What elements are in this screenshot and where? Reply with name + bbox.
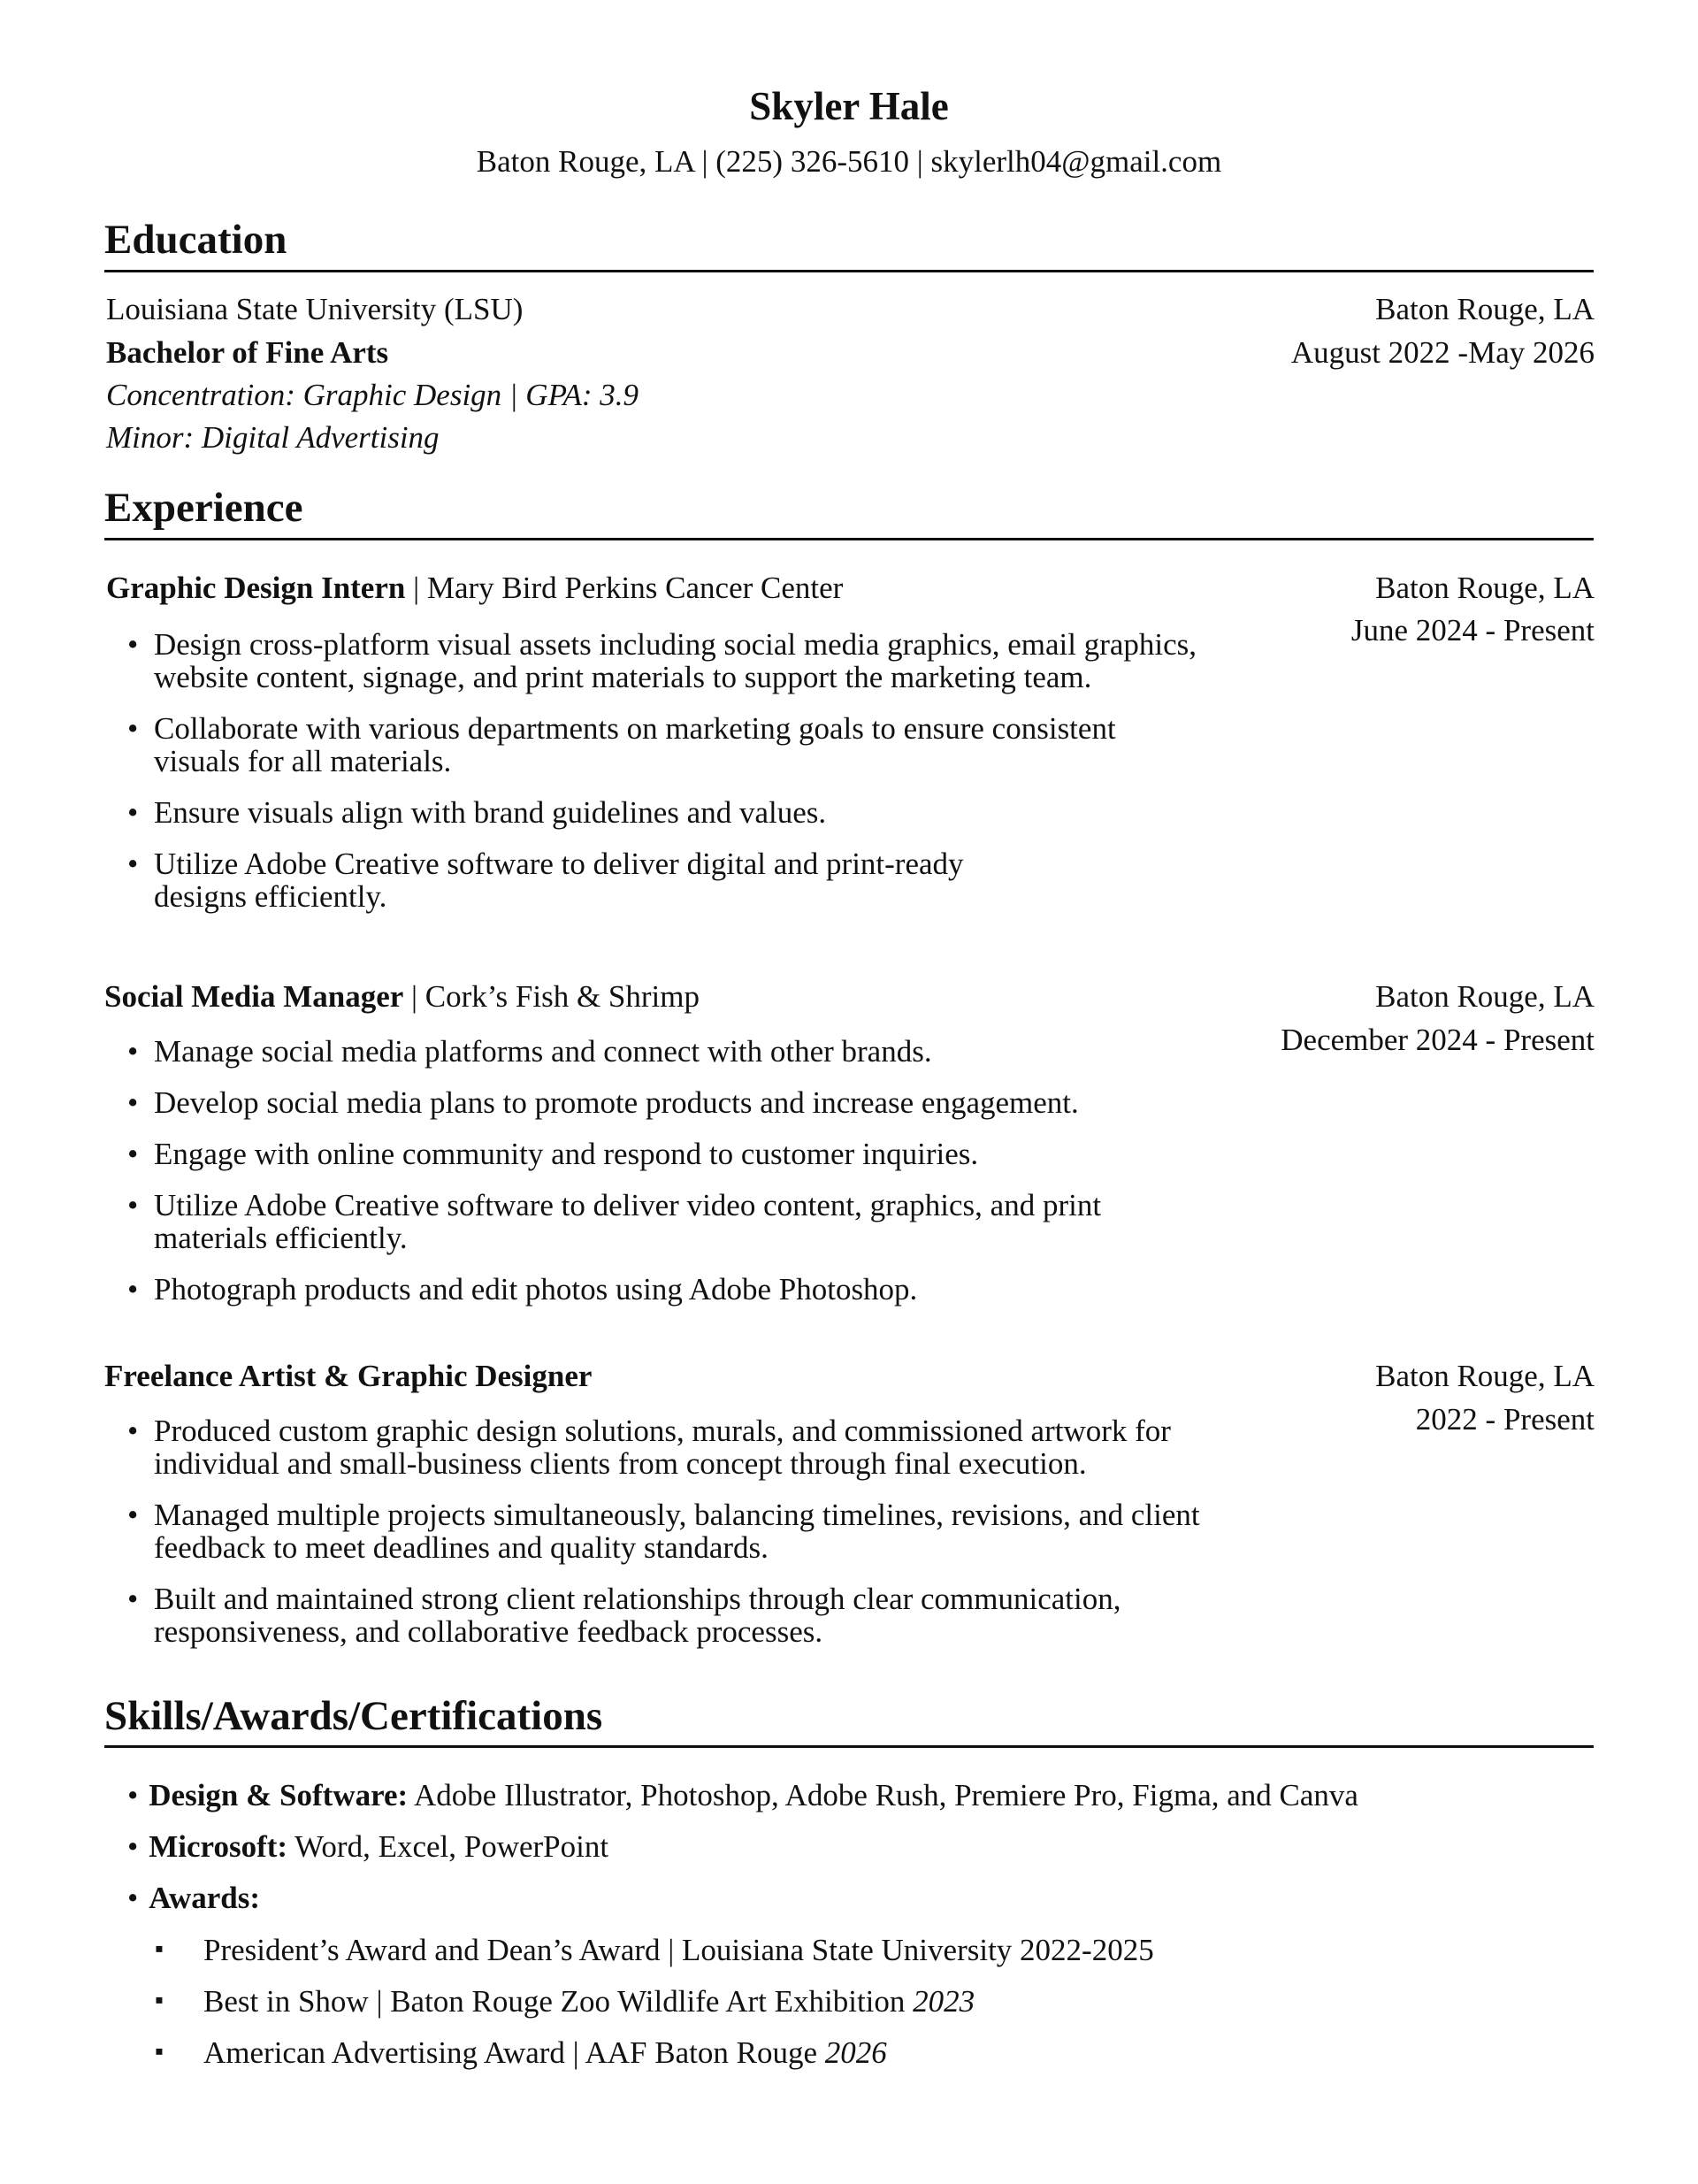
job-dates: June 2024 - Present	[1350, 613, 1595, 648]
job-bullets	[127, 628, 1206, 913]
job-location: Baton Rouge, LA	[1375, 571, 1595, 605]
education-divider	[104, 270, 1594, 272]
job-title-line	[106, 571, 843, 606]
square-bullet-icon: ▪	[155, 1935, 164, 1963]
skills-awards-line	[127, 1881, 260, 1916]
bullet-icon: •	[127, 711, 139, 746]
job-role: Graphic Design Intern	[106, 571, 406, 605]
job-org: | Mary Bird Perkins Cancer Center	[405, 571, 844, 605]
job-title-line	[104, 979, 700, 1015]
job-bullets	[127, 1414, 1206, 1648]
skills-microsoft-line	[127, 1829, 608, 1865]
skills-awards-label: Awards:	[149, 1881, 260, 1915]
skills-microsoft-label: Microsoft:	[149, 1829, 288, 1864]
list-item: • Design cross-platform visual assets including social media graphics, email graphics, website content, signage, and print materials to support the marketing team.	[127, 627, 1197, 694]
bullet-icon: •	[127, 847, 139, 881]
education-school: Louisiana State University (LSU)	[106, 292, 524, 326]
list-item: • Collaborate with various departments on marketing goals to ensure consistent visuals for all materials.	[127, 711, 1116, 778]
job-org: | Cork’s Fish & Shrimp	[403, 979, 700, 1014]
bullet-icon: •	[127, 1414, 139, 1448]
job-bullets	[127, 1035, 1206, 1306]
education-dates: August 2022 -May 2026	[1290, 335, 1595, 370]
job-location: Baton Rouge, LA	[1375, 1359, 1595, 1393]
skills-design-label: Design & Software:	[149, 1778, 409, 1812]
resume-name: Skyler Hale	[749, 84, 949, 128]
list-item: • Ensure visuals align with brand guidelines and values.	[127, 795, 827, 830]
list-item: • Manage social media platforms and connect with other brands.	[127, 1034, 932, 1069]
job-dates: December 2024 - Present	[1281, 1023, 1595, 1057]
bullet-icon: •	[127, 1881, 139, 1915]
bullet-icon: •	[127, 627, 139, 662]
list-item: • Photograph products and edit photos using Adobe Photoshop.	[127, 1272, 918, 1307]
bullet-icon: •	[127, 1582, 139, 1616]
list-item: • Managed multiple projects simultaneously, balancing timelines, revisions, and client feedback to meet deadlines and quality standards.	[127, 1498, 1200, 1565]
education-minor: Minor: Digital Advertising	[106, 420, 440, 455]
award-item: President’s Award and Dean’s Award | Louisiana State University 2022-2025	[203, 1933, 1154, 1967]
education-degree: Bachelor of Fine Arts	[106, 335, 389, 370]
education-concentration: Concentration: Graphic Design | GPA: 3.9	[106, 378, 639, 412]
square-bullet-icon: ▪	[155, 1987, 164, 2014]
bullet-icon: •	[127, 795, 139, 830]
award-item: Best in Show | Baton Rouge Zoo Wildlife Art Exhibition 2023	[203, 1984, 975, 2019]
bullet-icon: •	[127, 1778, 139, 1812]
bullet-icon: •	[127, 1137, 139, 1171]
list-item: • Utilize Adobe Creative software to deliver video content, graphics, and print materials efficiently.	[127, 1188, 1102, 1255]
bullet-icon: •	[127, 1498, 139, 1532]
bullet-icon: •	[127, 1085, 139, 1120]
skills-design-line	[127, 1778, 1358, 1813]
contact-line: Baton Rouge, LA | (225) 326-5610 | skylerlh04@gmail.com	[476, 144, 1222, 179]
job-title-line	[104, 1359, 592, 1394]
bullet-icon: •	[127, 1829, 139, 1864]
experience-heading: Experience	[104, 485, 303, 531]
skills-microsoft-value: Word, Excel, PowerPoint	[287, 1829, 609, 1864]
list-item: • Develop social media plans to promote products and increase engagement.	[127, 1085, 1079, 1120]
bullet-icon: •	[127, 1188, 139, 1222]
job-role: Social Media Manager	[104, 979, 404, 1014]
square-bullet-icon: ▪	[155, 2038, 164, 2065]
job-location: Baton Rouge, LA	[1375, 979, 1595, 1014]
skills-divider	[104, 1745, 1594, 1748]
education-location: Baton Rouge, LA	[1375, 292, 1595, 326]
list-item: • Engage with online community and respond to customer inquiries.	[127, 1137, 979, 1171]
list-item: • Produced custom graphic design solutions, murals, and commissioned artwork for individual and small-business clients from concept through final execution.	[127, 1414, 1171, 1481]
skills-heading: Skills/Awards/Certifications	[104, 1693, 603, 1739]
award-item: American Advertising Award | AAF Baton Rouge 2026	[203, 2035, 887, 2070]
skills-design-value: Adobe Illustrator, Photoshop, Adobe Rush, Premiere Pro, Figma, and Canva	[408, 1778, 1358, 1812]
bullet-icon: •	[127, 1034, 139, 1069]
education-heading: Education	[104, 217, 287, 263]
job-role: Freelance Artist & Graphic Designer	[104, 1359, 593, 1393]
bullet-icon: •	[127, 1272, 139, 1307]
job-dates: 2022 - Present	[1415, 1402, 1595, 1437]
experience-divider	[104, 538, 1594, 540]
list-item: • Utilize Adobe Creative software to deliver digital and print-ready designs efficiently.	[127, 847, 964, 914]
list-item: • Built and maintained strong client relationships through clear communication, responsiveness, and collaborative feedback processes.	[127, 1582, 1121, 1649]
